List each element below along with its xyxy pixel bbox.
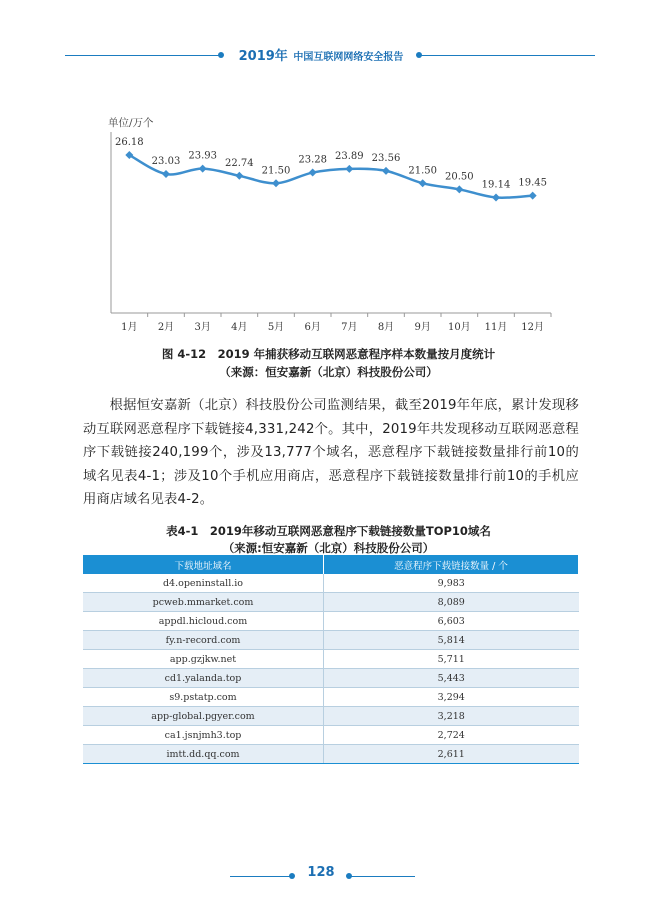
data-value-label: 23.03 <box>151 156 181 168</box>
domain-cell: pcweb.mmarket.com <box>83 593 324 612</box>
data-value-label: 23.89 <box>335 150 364 162</box>
table-row <box>83 593 579 612</box>
count-cell: 5,711 <box>324 650 579 669</box>
header-dot-left <box>218 52 224 58</box>
data-point-marker <box>419 179 427 187</box>
x-tick-label: 6月 <box>304 322 321 333</box>
table-row <box>83 612 579 631</box>
data-point-marker <box>199 165 207 173</box>
domain-cell: appdl.hicloud.com <box>83 612 324 631</box>
x-tick-label: 7月 <box>341 322 358 333</box>
running-header <box>226 45 416 64</box>
count-cell: 9,983 <box>324 574 579 593</box>
data-point-marker <box>455 185 463 193</box>
table-row <box>83 745 579 764</box>
column-header-count: 恶意程序下载链接数量 / 个 <box>324 555 579 574</box>
data-point-marker <box>309 169 317 177</box>
data-point-marker <box>272 179 280 187</box>
y-axis-unit-label: 单位/万个 <box>108 117 154 129</box>
data-point-marker <box>382 167 390 175</box>
x-tick-label: 1月 <box>121 322 138 333</box>
top10-domain-table <box>83 555 579 764</box>
table-row <box>83 707 579 726</box>
figure-caption-title: 图 4-12 2019 年捕获移动互联网恶意程序样本数量按月度统计 <box>161 347 496 361</box>
table-row <box>83 631 579 650</box>
x-tick-label: 10月 <box>447 322 471 333</box>
x-tick-label: 12月 <box>521 322 545 333</box>
x-tick-label: 2月 <box>157 322 175 333</box>
data-value-label: 19.45 <box>518 177 547 189</box>
table-row <box>83 688 579 707</box>
x-tick-label: 8月 <box>377 322 395 333</box>
domain-cell: fy.n-record.com <box>83 631 324 650</box>
footer-rule-right <box>350 876 415 877</box>
domain-cell: d4.openinstall.io <box>83 574 324 593</box>
x-tick-label: 5月 <box>267 322 285 333</box>
monthly-line-chart <box>95 110 555 335</box>
count-cell: 8,089 <box>324 593 579 612</box>
x-tick-label: 11月 <box>484 322 508 333</box>
table-row <box>83 669 579 688</box>
count-cell: 3,294 <box>324 688 579 707</box>
count-cell: 2,611 <box>324 745 579 764</box>
count-cell: 6,603 <box>324 612 579 631</box>
domain-cell: app-global.pgyer.com <box>83 707 324 726</box>
data-value-label: 26.18 <box>115 137 144 149</box>
data-point-marker <box>492 194 500 202</box>
count-cell: 3,218 <box>324 707 579 726</box>
data-value-label: 22.74 <box>225 157 254 169</box>
domain-cell: imtt.dd.qq.com <box>83 745 324 764</box>
domain-cell: ca1.jsnjmh3.top <box>83 726 324 745</box>
data-value-label: 21.50 <box>408 165 437 177</box>
domain-cell: cd1.yalanda.top <box>83 669 324 688</box>
header-year: 2019年 <box>238 49 288 64</box>
data-point-marker <box>345 165 353 173</box>
data-value-label: 21.50 <box>261 165 291 177</box>
figure-caption-source: （来源：恒安嘉新（北京）科技股份公司） <box>219 365 438 379</box>
x-tick-label: 4月 <box>231 322 248 333</box>
header-rule-left <box>65 55 220 56</box>
footer-dot-left <box>289 873 295 879</box>
count-cell: 5,443 <box>324 669 579 688</box>
domain-cell: app.gzjkw.net <box>83 650 324 669</box>
data-point-marker <box>162 170 170 178</box>
count-cell: 2,724 <box>324 726 579 745</box>
x-tick-label: 3月 <box>194 322 211 333</box>
table-row <box>83 726 579 745</box>
data-value-label: 20.50 <box>445 171 474 183</box>
data-value-label: 23.56 <box>371 152 401 164</box>
domain-cell: s9.pstatp.com <box>83 688 324 707</box>
footer-rule-left <box>230 876 290 877</box>
body-paragraph: 根据恒安嘉新（北京）科技股份公司监测结果，截至2019年年底，累计发现移动互联网恶意程序下载链接4,331,242个。其中，2019年共发现移动互联网恶意程序下载链接240,199个，涉及13,777个域名，恶意程序下载链接数量排行前10的域名见表4-1；涉及10个手机应用商店，恶意程序下载链接数量排行前10的手机应用商店域名见表4-2。 <box>83 398 579 507</box>
table-row <box>83 650 579 669</box>
data-point-marker <box>235 172 243 180</box>
table-row <box>83 574 579 593</box>
data-value-label: 23.93 <box>188 150 217 162</box>
table-header-row <box>83 555 579 574</box>
table-caption-source: （来源:恒安嘉新（北京）科技股份公司） <box>222 541 435 555</box>
page-number: 128 <box>307 865 335 880</box>
header-rule-right <box>420 55 595 56</box>
data-value-label: 23.28 <box>298 154 327 166</box>
x-tick-label: 9月 <box>414 322 431 333</box>
data-point-marker <box>529 192 537 200</box>
count-cell: 5,814 <box>324 631 579 650</box>
column-header-domain: 下载地址域名 <box>83 555 324 574</box>
header-report-title: 中国互联网网络安全报告 <box>293 52 404 63</box>
data-value-label: 19.14 <box>481 179 511 191</box>
table-caption-title: 表4-1 2019年移动互联网恶意程序下载链接数量TOP10域名 <box>166 524 491 538</box>
